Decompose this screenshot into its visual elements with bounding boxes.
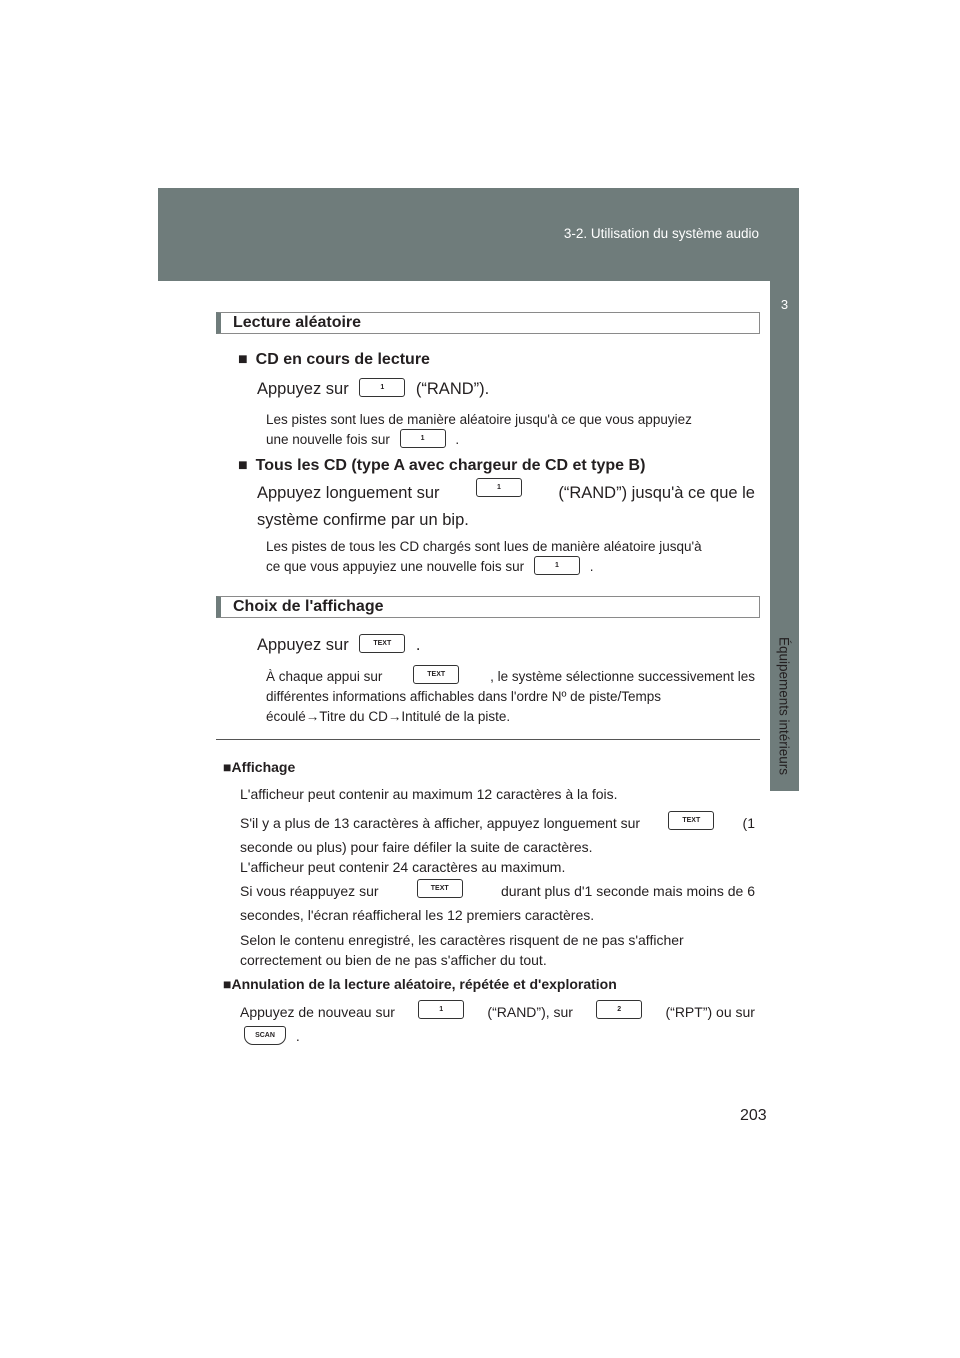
arrow-right-icon: → (305, 709, 320, 724)
square-bullet-icon: ■ (238, 351, 248, 368)
instruction-paragraph: Appuyez longuement sur 1 (“RAND”) jusqu'à ce que le système confirme par un bip. (257, 480, 755, 534)
chapter-label: Équipements intérieurs (776, 636, 792, 776)
button-1-icon: 1 (359, 378, 405, 397)
header-band (158, 188, 799, 281)
section-title-choix-affichage: Choix de l'affichage (216, 596, 760, 618)
page-number: 203 (740, 1107, 767, 1124)
button-2-icon: 2 (596, 1000, 642, 1019)
note-paragraph: Selon le contenu enregistré, les caractères risquent de ne pas s'afficher correctement ou bien de ne pas s'afficher du tout. (240, 932, 684, 968)
note-paragraph: Si vous réappuyez sur TEXT durant plus d'1 seconde mais moins de 6 secondes, l'écran réafficheral les 12 premiers caractères. (240, 881, 755, 925)
subsection-cd-en-cours (238, 351, 430, 369)
note-paragraph: L'afficheur peut contenir au maximum 12 caractères à la fois. (240, 786, 618, 802)
subsection-title: CD en cours de lecture (255, 351, 430, 368)
chapter-number: 3 (780, 297, 789, 312)
scan-button-icon: SCAN (244, 1026, 286, 1045)
square-bullet-icon: ■ (238, 457, 248, 474)
running-header: 3-2. Utilisation du système audio (563, 226, 759, 241)
button-1-icon: 1 (418, 1000, 464, 1019)
square-bullet-icon: ■ (223, 759, 232, 775)
note-paragraph: À chaque appui sur TEXT , le système sélectionne successivement les différentes informations affichables dans l'ordre Nº de piste/Temps écoulé→Titre du CD→Intitulé de la piste. (266, 667, 755, 727)
divider-rule (216, 739, 760, 740)
note-paragraph: Les pistes sont lues de manière aléatoire jusqu'à ce que vous appuyiez une nouvelle fois sur 1 . (266, 412, 692, 447)
subsection-title: Tous les CD (type A avec chargeur de CD et type B) (255, 457, 646, 474)
note-title-affichage: ■Affichage (223, 759, 296, 775)
text-button-icon: TEXT (668, 811, 714, 830)
text-button-icon: TEXT (413, 665, 459, 684)
note-paragraph: Les pistes de tous les CD chargés sont lues de manière aléatoire jusqu'à ce que vous appuyiez une nouvelle fois sur 1 . (266, 539, 702, 574)
arrow-right-icon: → (387, 709, 402, 724)
button-1-icon: 1 (476, 478, 522, 497)
instruction-line: Appuyez sur TEXT . (257, 636, 421, 654)
section-title-lecture-aleatoire: Lecture aléatoire (216, 312, 760, 334)
note-title-annulation: ■Annulation de la lecture aléatoire, répétée et d'exploration (223, 976, 617, 992)
subsection-tous-les-cd (238, 457, 645, 475)
note-paragraph: Appuyez de nouveau sur 1 (“RAND”), sur 2 (“RPT”) ou sur SCAN . (240, 1002, 755, 1047)
instruction-line: Appuyez sur 1 (“RAND”). (257, 380, 490, 398)
text-button-icon: TEXT (417, 879, 463, 898)
square-bullet-icon: ■ (223, 976, 232, 992)
button-1-icon: 1 (400, 429, 446, 448)
button-1-icon: 1 (534, 556, 580, 575)
note-paragraph: S'il y a plus de 13 caractères à afficher, appuyez longuement sur TEXT (1 seconde ou plus) pour faire défiler la suite de caractères. L'afficheur peut contenir 24 caractères au maximum. (240, 813, 755, 877)
text-button-icon: TEXT (359, 634, 405, 653)
